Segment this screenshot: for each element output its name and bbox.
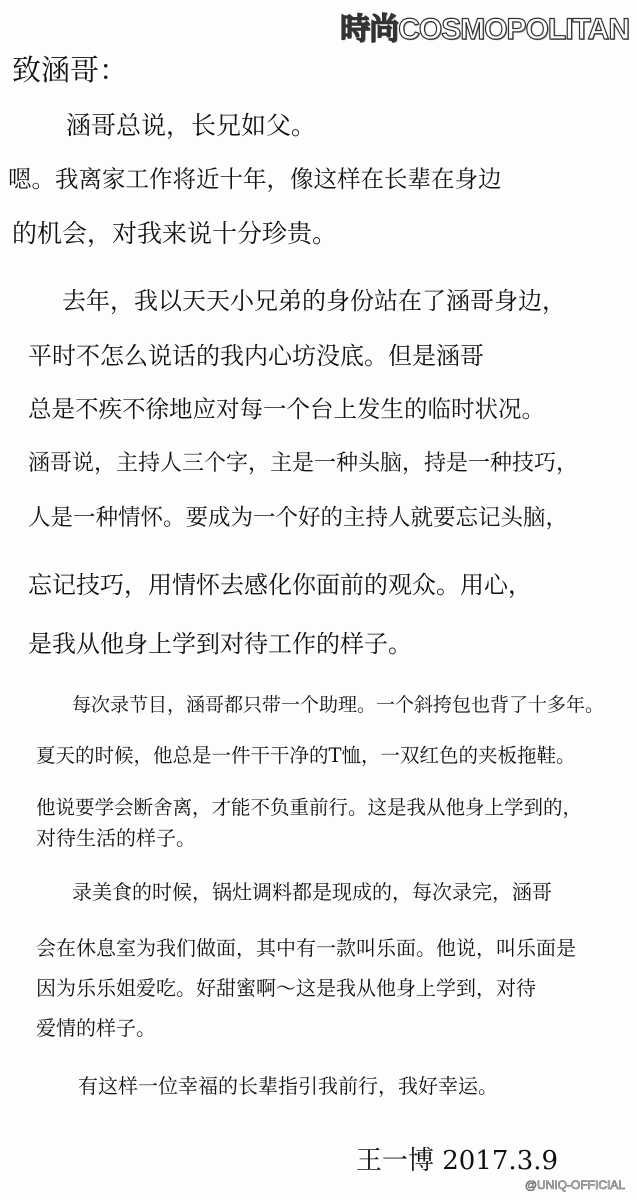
letter-line: 因为乐乐姐爱吃。好甜蜜啊～这是我从他身上学到，对待 (36, 976, 536, 1000)
letter-line: 每次录节目，涵哥都只带一个助理。一个斜挎包也背了十多年。 (72, 694, 605, 716)
magazine-watermark: 時尚COSMOPOLITAN (340, 13, 629, 46)
source-credit: @UNIQ-OFFICIAL (524, 1178, 625, 1192)
letter-line: 会在休息室为我们做面，其中有一款叫乐面。他说，叫乐面是 (36, 936, 576, 960)
letter-line: 涵哥总说，长兄如父。 (66, 111, 317, 140)
letter-line: 嗯。我离家工作将近十年，像这样在长辈在身边 (8, 165, 502, 193)
letter-greeting: 致涵哥： (12, 53, 129, 87)
letter-line: 有这样一位幸福的长辈指引我前行，我好幸运。 (78, 1074, 498, 1098)
letter-line: 平时不怎么说话的我内心坊没底。但是涵哥 (28, 342, 484, 370)
letter-line: 录美食的时候，锅灶调料都是现成的，每次录完，涵哥 (72, 880, 552, 904)
letter-line: 爱情的样子。 (36, 1016, 156, 1040)
letter-line: 去年，我以天天小兄弟的身份站在了涵哥身边， (62, 287, 566, 315)
letter-line: 人是一种情怀。要成为一个好的主持人就要忘记头脑， (28, 505, 569, 531)
letter-line: 他说要学会断舍离，才能不负重前行。这是我从他身上学到的， (36, 796, 583, 819)
letter-line: 是我从他身上学到对待工作的样子。 (28, 630, 412, 658)
letter-line: 涵哥说，主持人三个字，主是一种头脑，持是一种技巧， (28, 451, 579, 476)
letter-line: 夏天的时候，他总是一件干干净的T恤，一双红色的夹板拖鞋。 (36, 744, 576, 767)
letter-line: 总是不疾不徐地应对每一个台上发生的临时状况。 (28, 395, 545, 423)
letter-line: 的机会，对我来说十分珍贵。 (12, 219, 338, 248)
signature: 王一博 2017.3.9 (356, 1146, 559, 1176)
letter-line: 忘记技巧，用情怀去感化你面前的观众。用心， (28, 571, 532, 599)
letter-line: 对待生活的样子。 (36, 826, 196, 850)
